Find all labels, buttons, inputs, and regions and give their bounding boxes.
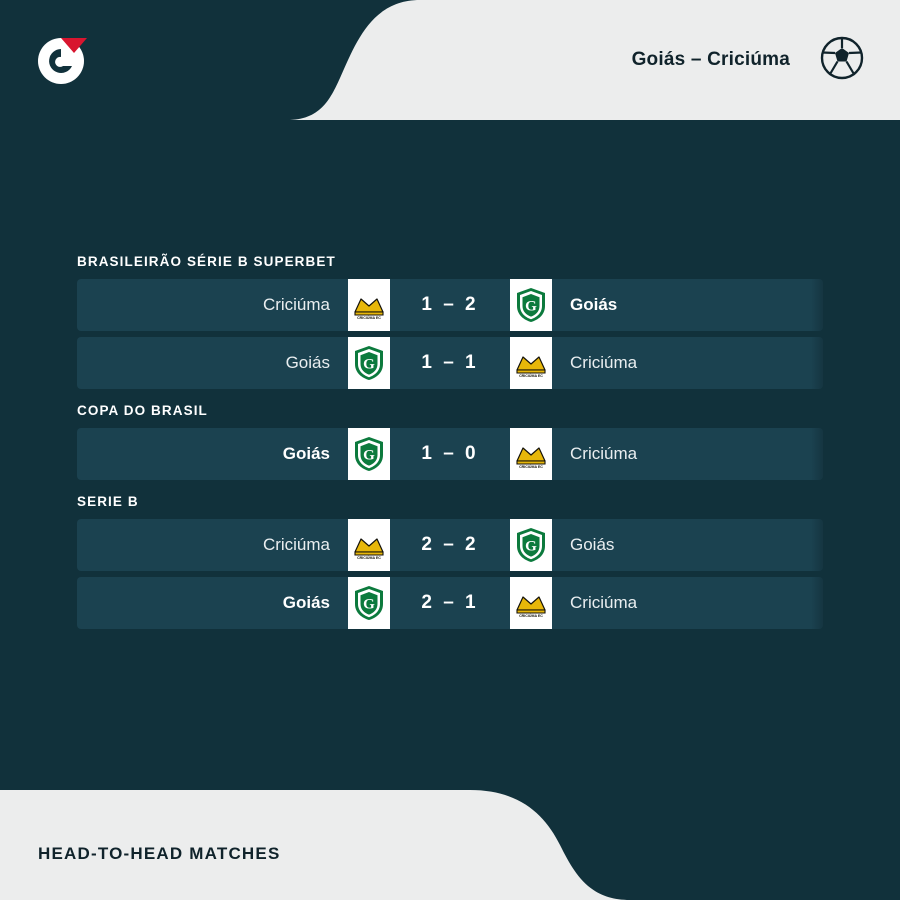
away-team-name: Goiás — [570, 295, 618, 314]
home-team-name: Goiás — [285, 353, 330, 372]
competition-section — [0, 403, 900, 480]
away-team-name: Criciúma — [570, 353, 638, 372]
home-team-name: Goiás — [282, 593, 330, 612]
competition-section — [0, 494, 900, 629]
match-score: 2 – 1 — [421, 592, 479, 613]
svg-text:G: G — [363, 596, 375, 613]
away-team-name: Criciúma — [570, 444, 638, 463]
svg-text:G: G — [363, 447, 375, 464]
svg-text:CRICIÚMA EC: CRICIÚMA EC — [519, 465, 543, 469]
footer — [0, 790, 900, 900]
match-row[interactable] — [77, 279, 823, 331]
match-row[interactable] — [77, 337, 823, 389]
svg-text:CRICIÚMA EC: CRICIÚMA EC — [357, 316, 381, 320]
match-title-wrap — [632, 0, 790, 120]
home-team-name: Criciúma — [262, 295, 330, 314]
footer-label: HEAD-TO-HEAD MATCHES — [38, 844, 281, 863]
svg-text:CRICIÚMA EC: CRICIÚMA EC — [519, 374, 543, 378]
match-score: 1 – 2 — [421, 294, 479, 315]
criciuma-crest-icon — [348, 519, 390, 571]
away-team-name: Criciúma — [570, 593, 638, 612]
sections-root — [0, 120, 900, 629]
criciuma-crest-icon — [348, 279, 390, 331]
page-title: Goiás – Criciúma — [631, 49, 790, 70]
home-team-name: Goiás — [282, 444, 330, 463]
competition-title: SERIE B — [77, 494, 139, 509]
criciuma-crest-icon — [510, 428, 552, 480]
goias-crest-icon — [348, 337, 390, 389]
svg-text:CRICIÚMA EC: CRICIÚMA EC — [357, 556, 381, 560]
svg-text:G: G — [525, 538, 537, 555]
content — [0, 120, 900, 800]
criciuma-crest-icon — [510, 337, 552, 389]
away-team-name: Goiás — [570, 535, 615, 554]
match-row[interactable] — [77, 519, 823, 571]
match-score: 1 – 0 — [421, 443, 479, 464]
match-score: 1 – 1 — [421, 352, 479, 373]
competition-title: BRASILEIRÃO SÉRIE B SUPERBET — [77, 254, 336, 269]
match-row[interactable] — [77, 577, 823, 629]
match-score: 2 – 2 — [421, 534, 479, 555]
svg-text:G: G — [363, 356, 375, 373]
header — [0, 0, 900, 120]
svg-text:CRICIÚMA EC: CRICIÚMA EC — [519, 614, 543, 618]
flashscore-logo-icon[interactable] — [30, 27, 92, 89]
match-row[interactable] — [77, 428, 823, 480]
competition-title: COPA DO BRASIL — [77, 403, 208, 418]
goias-crest-icon — [348, 577, 390, 629]
goias-crest-icon — [348, 428, 390, 480]
home-team-name: Criciúma — [262, 535, 330, 554]
criciuma-crest-icon — [510, 577, 552, 629]
football-icon — [820, 36, 864, 80]
competition-section — [0, 120, 900, 389]
goias-crest-icon — [510, 519, 552, 571]
goias-crest-icon — [510, 279, 552, 331]
svg-text:G: G — [525, 298, 537, 315]
